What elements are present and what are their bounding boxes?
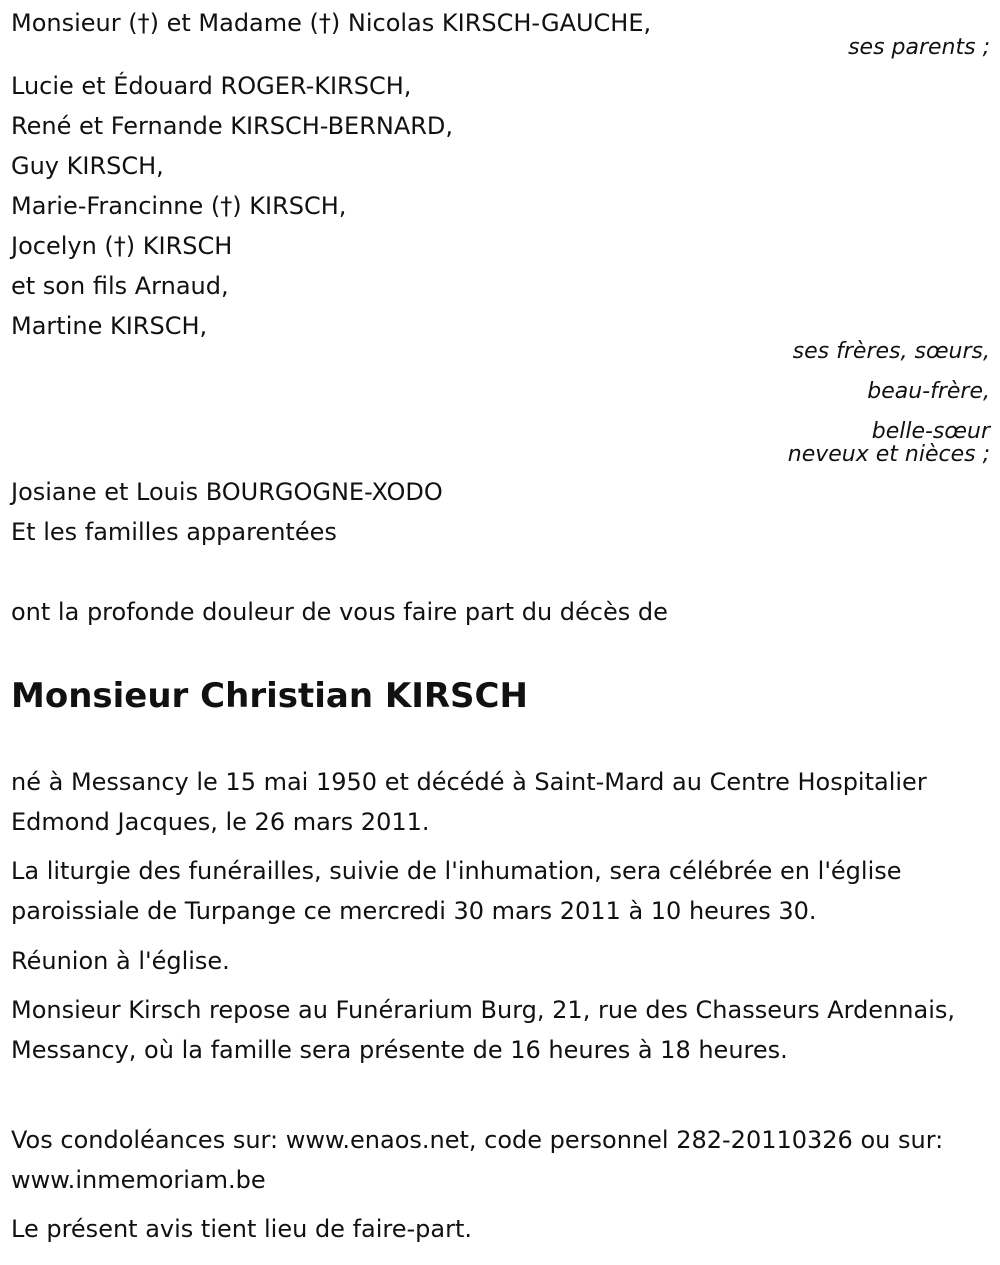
sibling-line: Jocelyn (†) KIRSCH bbox=[11, 232, 233, 260]
family-line: Josiane et Louis BOURGOGNE-XODO bbox=[11, 478, 443, 506]
rest-location-paragraph: Monsieur Kirsch repose au Funérarium Burg, 21, rue des Chasseurs Ardennais, Messancy, où la famille sera présente de 16 heures à 18 heures. bbox=[11, 996, 956, 1064]
sibling-line: et son fils Arnaud, bbox=[11, 272, 229, 300]
sibling-label: beau-frère, bbox=[867, 379, 990, 404]
family-line: Et les familles apparentées bbox=[11, 518, 337, 546]
condolences-paragraph: Vos condoléances sur: www.enaos.net, code personnel 282-20110326 ou sur: www.inmemoriam.be bbox=[11, 1126, 944, 1194]
parents-label: ses parents ; bbox=[848, 35, 990, 60]
deceased-name: Monsieur Christian KIRSCH bbox=[11, 676, 528, 716]
sibling-label: neveux et nièces ; bbox=[787, 442, 990, 467]
announcement-text: ont la profonde douleur de vous faire part du décès de bbox=[11, 598, 668, 626]
sibling-line: Guy KIRSCH, bbox=[11, 152, 164, 180]
closing-paragraph: Le présent avis tient lieu de faire-part. bbox=[11, 1215, 473, 1243]
sibling-line: Martine KIRSCH, bbox=[11, 312, 208, 340]
meeting-paragraph: Réunion à l'église. bbox=[11, 947, 230, 975]
sibling-line: Lucie et Édouard ROGER-KIRSCH, bbox=[11, 72, 412, 100]
parents-line: Monsieur (†) et Madame (†) Nicolas KIRSCH-GAUCHE, bbox=[11, 9, 652, 37]
funeral-paragraph: La liturgie des funérailles, suivie de l'inhumation, sera célébrée en l'église paroissiale de Turpange ce mercredi 30 mars 2011 à 10 heures 30. bbox=[11, 857, 902, 925]
sibling-line: Marie-Francinne (†) KIRSCH, bbox=[11, 192, 347, 220]
sibling-label: ses frères, sœurs, bbox=[792, 339, 990, 364]
sibling-line: René et Fernande KIRSCH-BERNARD, bbox=[11, 112, 454, 140]
sibling-label: belle-sœur bbox=[871, 419, 990, 444]
birth-death-paragraph: né à Messancy le 15 mai 1950 et décédé à Saint-Mard au Centre Hospitalier Edmond Jacques, le 26 mars 2011. bbox=[11, 768, 927, 836]
